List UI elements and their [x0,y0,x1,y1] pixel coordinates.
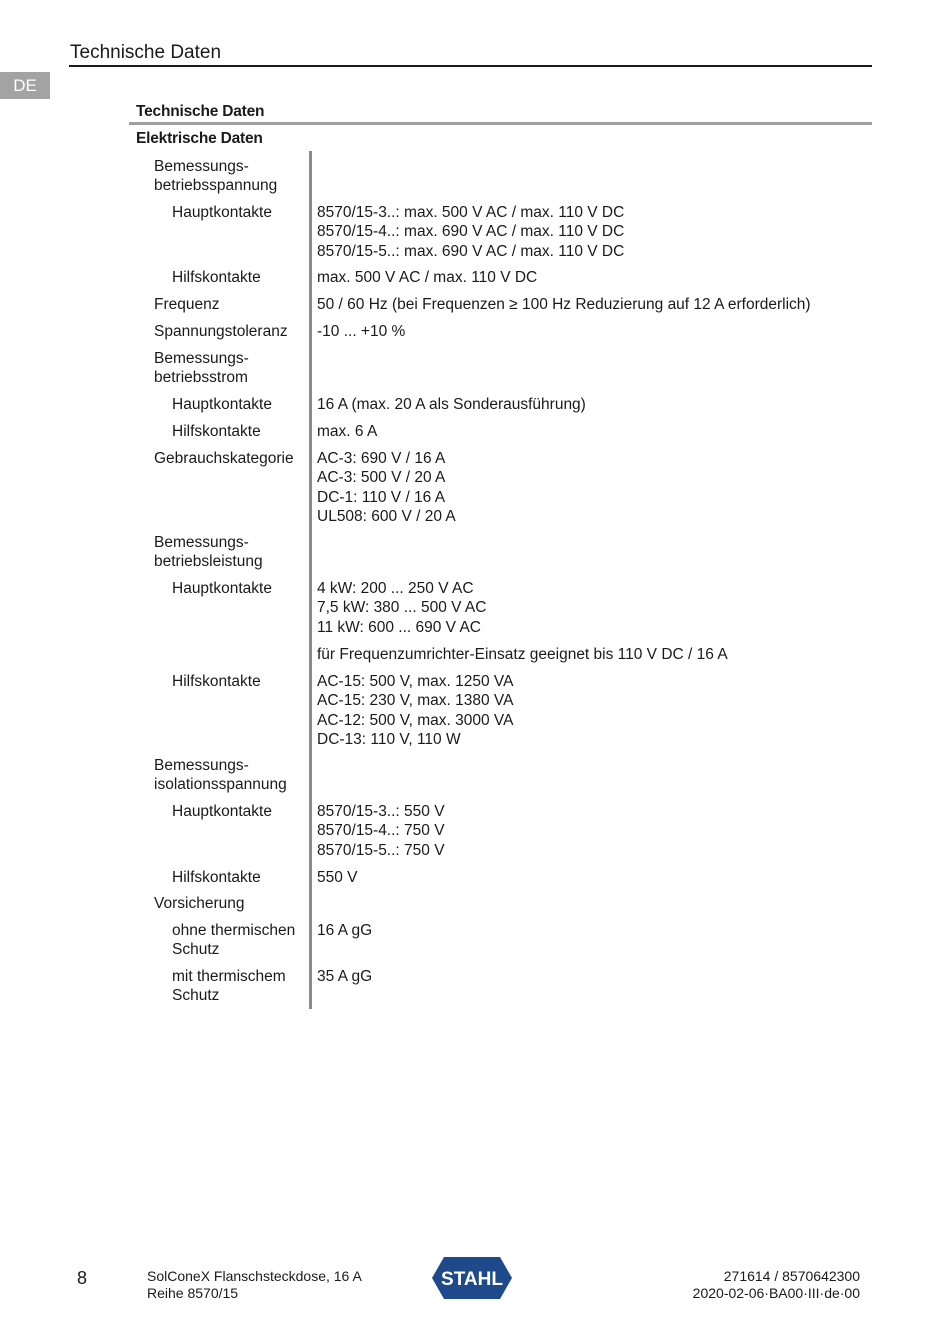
row-label: Vorsicherung [154,895,245,912]
row-value: AC-3: 690 V / 16 A AC-3: 500 V / 20 A DC-1: 110 V / 16 A UL508: 600 V / 20 A [317,450,456,525]
row-label: ohne thermischen Schutz [172,922,296,959]
row-label: Spannungstoleranz [154,323,288,340]
page-number: 8 [77,1268,88,1288]
row-label: Hauptkontakte [172,580,272,597]
subsection-title: Elektrische Daten [136,130,263,147]
row-label: mit thermischem Schutz [172,968,286,1005]
row-label: Hilfskontakte [172,869,261,886]
row-value: 550 V [317,869,358,886]
row-label: Hauptkontakte [172,396,272,413]
row-label: Hauptkontakte [172,803,272,820]
row-label: Bemessungs- isolationsspannung [154,757,287,794]
row-value: 16 A (max. 20 A als Sonderausführung) [317,396,586,413]
row-value: AC-15: 500 V, max. 1250 VA AC-15: 230 V, max. 1380 VA AC-12: 500 V, max. 3000 VA DC-13: 110 V, 110 W [317,673,514,748]
logo-text: STAHL [441,1269,503,1290]
row-label: Bemessungs- betriebsstrom [154,350,249,387]
row-value: 16 A gG [317,922,373,939]
page-header-title: Technische Daten [70,42,222,63]
row-value: max. 6 A [317,423,378,440]
row-label: Hilfskontakte [172,269,261,286]
table-divider [309,151,312,1009]
row-label: Gebrauchskategorie [154,450,294,467]
row-label: Hilfskontakte [172,423,261,440]
row-label: Hilfskontakte [172,673,261,690]
row-value: 8570/15-3..: max. 500 V AC / max. 110 V DC 8570/15-4..: max. 690 V AC / max. 110 V DC 8570/15-5..: max. 690 V AC / max. 110 V DC [317,204,625,260]
section-title: Technische Daten [136,103,265,120]
row-label: Bemessungs- betriebsspannung [154,158,278,195]
row-value: -10 ... +10 % [317,323,406,340]
row-value: 35 A gG [317,968,373,985]
footer-doc-info: 271614 / 8570642300 2020-02-06·BA00·III·de·00 [692,1268,860,1301]
row-value: 8570/15-3..: 550 V 8570/15-4..: 750 V 8570/15-5..: 750 V [317,803,445,859]
row-label: Hauptkontakte [172,204,272,221]
row-value: 50 / 60 Hz (bei Frequenzen ≥ 100 Hz Reduzierung auf 12 A erforderlich) [317,296,811,313]
row-value: 4 kW: 200 ... 250 V AC 7,5 kW: 380 ... 500 V AC 11 kW: 600 ... 690 V AC [317,580,487,636]
header-rule [69,65,872,67]
stahl-logo [432,1257,512,1299]
language-tab: DE [0,72,50,99]
footer-product: SolConeX Flanschsteckdose, 16 A Reihe 8570/15 [147,1268,362,1301]
row-value: für Frequenzumrichter-Einsatz geeignet bis 110 V DC / 16 A [317,646,728,663]
row-value: max. 500 V AC / max. 110 V DC [317,269,538,286]
section-rule [129,122,872,125]
row-label: Bemessungs- betriebsleistung [154,534,263,571]
row-label: Frequenz [154,296,220,313]
